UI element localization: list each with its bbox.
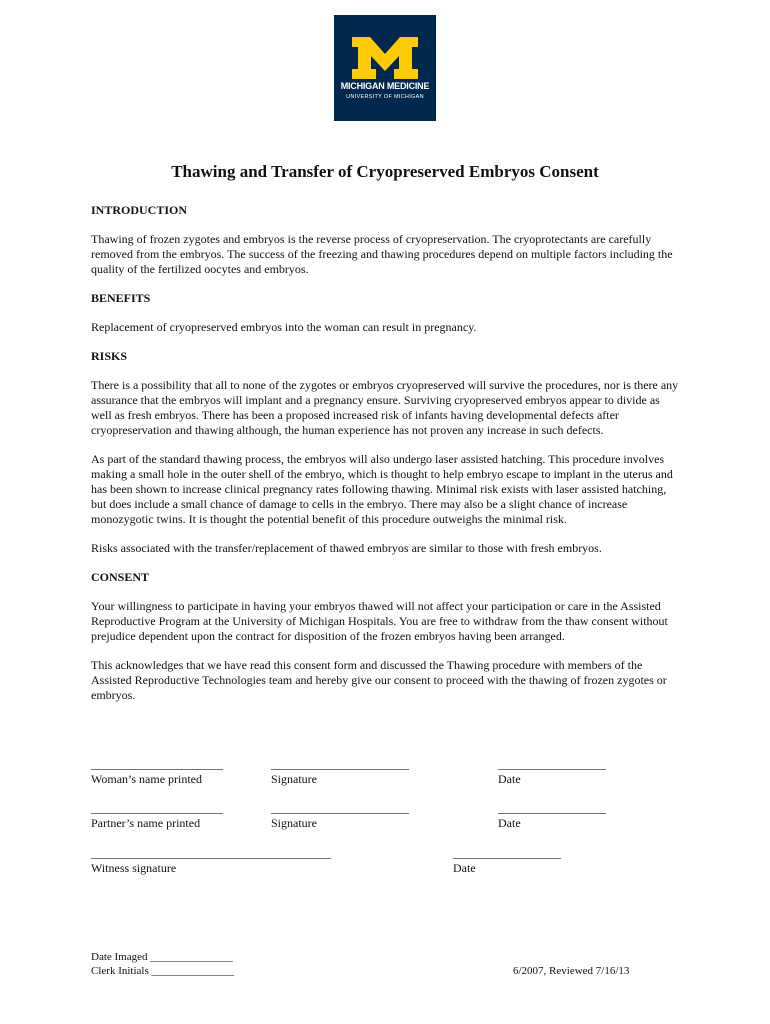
consent-heading: CONSENT (91, 570, 150, 584)
consent-paragraph-2: This acknowledges that we have read this consent form and discussed the Thawing procedure with members of the Assisted Reproductive Technologies team and hereby give our consent to proceed with the thawing of frozen zygotes or embryos. (91, 658, 667, 702)
risks-paragraph-3: Risks associated with the transfer/replacement of thawed embryos are similar to those with fresh embryos. (91, 541, 602, 555)
date-label: Date (453, 861, 476, 875)
signature-line: __________________ (498, 757, 606, 771)
signature-line: ________________________________________ (91, 846, 331, 860)
partner-date-field[interactable] (498, 801, 606, 831)
witness-date-field[interactable] (453, 846, 561, 876)
block-m-icon (352, 37, 418, 79)
signature-line: _______________________ (271, 801, 409, 815)
signature-line: ______________________ (91, 757, 223, 771)
woman-name-field[interactable] (91, 757, 223, 787)
signature-line: _______________________ (271, 757, 409, 771)
clerk-initials-field[interactable]: Clerk Initials _______________ (91, 965, 234, 977)
consent-paragraph-1: Your willingness to participate in having your embryos thawed will not affect your participation or care in the Assisted Reproductive Program at the University of Michigan Hospitals. You are free to withdraw from the thaw consent without prejudice dependent upon the contract for disposition of the frozen embryos having been arranged. (91, 599, 668, 643)
revision-note: 6/2007, Reviewed 7/16/13 (513, 965, 630, 977)
witness-label: Witness signature (91, 861, 177, 875)
benefits-heading: BENEFITS (91, 291, 151, 305)
woman-name-label: Woman’s name printed (91, 772, 203, 786)
risks-paragraph-1: There is a possibility that all to none of the zygotes or embryos cryopreserved will survive the procedures, nor is there any assurance that the embryos will implant and a pregnancy ensure. Surviving cryopreserved embryos appear to divide as well as fresh embryos. There has been a proposed increased risk of infants having developmental defects after cryopreservation and thawing although, the human experience has not proven any increase in such defects. (91, 378, 679, 437)
partner-name-field[interactable] (91, 801, 223, 831)
signature-line: ______________________ (91, 801, 223, 815)
introduction-paragraph: Thawing of frozen zygotes and embryos is the reverse process of cryopreservation. The cryoprotectants are carefully removed from the embryos. The success of the freezing and thawing procedures depend on multiple factors including the quality of the fertilized oocytes and embryos. (91, 232, 673, 276)
partner-name-label: Partner’s name printed (91, 816, 201, 830)
signature-line: __________________ (453, 846, 561, 860)
consent-body (91, 203, 681, 717)
signature-label: Signature (271, 816, 317, 830)
risks-heading: RISKS (91, 349, 128, 363)
risks-paragraph-2: As part of the standard thawing process, the embryos will also undergo laser assisted hatching. This procedure involves making a small hole in the outer shell of the embryo, which is thought to help embryo escape to implant in the uterus and has been shown to increase clinical pregnancy rates following thawing. Minimal risk exists with laser assisted hatching, but does include a small chance of damage to cells in the embryo. There may also be a slight chance of increase monozygotic twins. It is thought the potential benefit of this procedure outweighs the minimal risk. (91, 452, 673, 526)
signature-line: __________________ (498, 801, 606, 815)
logo-name: MICHIGAN MEDICINE (340, 81, 430, 91)
michigan-medicine-logo (334, 15, 436, 121)
woman-date-field[interactable] (498, 757, 606, 787)
logo-subtitle: UNIVERSITY OF MICHIGAN (346, 94, 424, 100)
introduction-heading: INTRODUCTION (91, 203, 188, 217)
partner-signature-field[interactable] (271, 801, 409, 831)
witness-signature-field[interactable] (91, 846, 331, 876)
date-label: Date (498, 816, 521, 830)
woman-signature-field[interactable] (271, 757, 409, 787)
benefits-paragraph: Replacement of cryopreserved embryos into the woman can result in pregnancy. (91, 320, 477, 334)
document-title: Thawing and Transfer of Cryopreserved Embryos Consent (171, 162, 599, 181)
signature-label: Signature (271, 772, 317, 786)
date-imaged-field[interactable]: Date Imaged _______________ (91, 951, 233, 963)
date-label: Date (498, 772, 521, 786)
